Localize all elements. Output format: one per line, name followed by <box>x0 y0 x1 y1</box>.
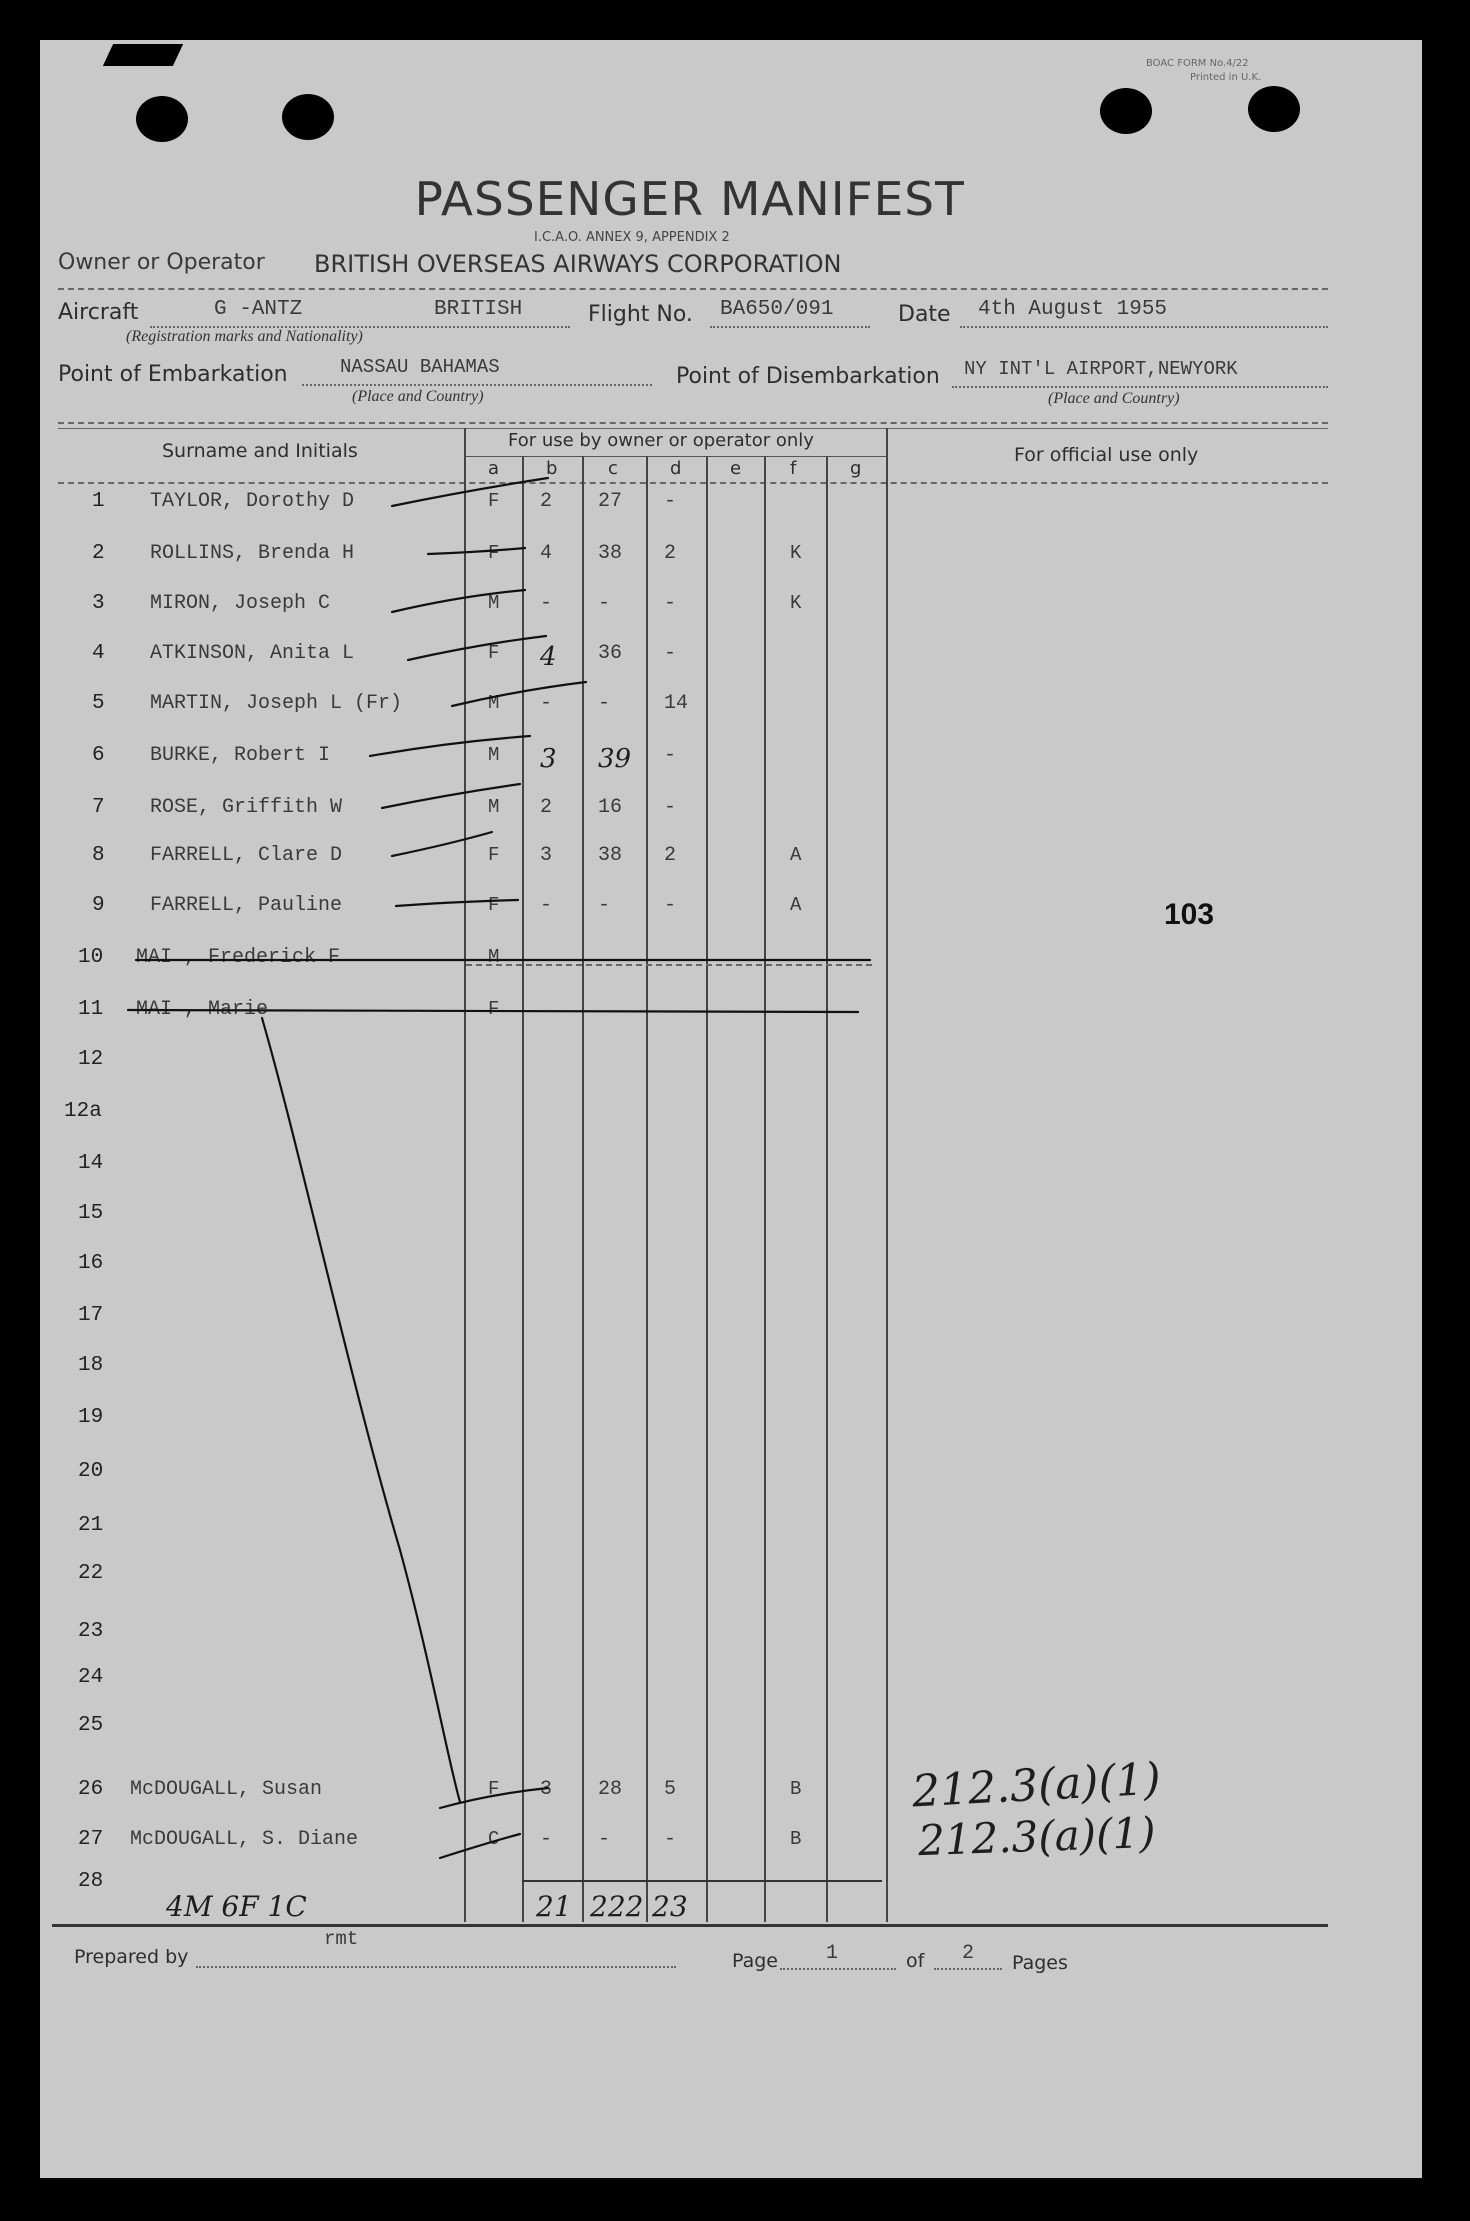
row-number: 27 <box>78 1828 104 1851</box>
flight-number: BA650/091 <box>720 298 834 321</box>
row-number: 17 <box>78 1304 104 1327</box>
row-number: 22 <box>78 1562 104 1585</box>
disembarkation-label: Point of Disembarkation <box>676 364 940 389</box>
owner-value: BRITISH OVERSEAS AIRWAYS CORPORATION <box>314 250 842 278</box>
row-number: 8 <box>92 844 105 867</box>
disembarkation-caption: (Place and Country) <box>1048 390 1180 407</box>
row-number: 9 <box>92 894 105 917</box>
aircraft-registration: G -ANTZ <box>214 298 303 321</box>
punch-hole-icon <box>1100 88 1152 134</box>
cell-d: 14 <box>664 692 689 715</box>
row-number: 2 <box>92 542 105 565</box>
cell-b: 4 <box>540 542 553 565</box>
punch-hole-icon <box>1248 86 1300 132</box>
cell-d: - <box>664 796 677 819</box>
passenger-name: ATKINSON, Anita L <box>150 642 355 665</box>
passenger-name: BURKE, Robert I <box>150 744 331 767</box>
embarkation-label: Point of Embarkation <box>58 362 288 387</box>
subcol-header-b: b <box>546 458 558 479</box>
punch-hole-icon <box>136 96 188 142</box>
cell-b: - <box>540 894 553 917</box>
cell-d: 5 <box>664 1778 677 1801</box>
total-b: 21 <box>536 1890 572 1923</box>
of-label: of <box>906 1950 925 1972</box>
cell-d: - <box>664 1828 677 1851</box>
page-subtitle: I.C.A.O. ANNEX 9, APPENDIX 2 <box>534 230 730 245</box>
official-note-2: 212.3(a)(1) <box>917 1807 1157 1866</box>
row-number: 25 <box>78 1714 104 1737</box>
passenger-name: FARRELL, Pauline <box>150 894 343 917</box>
row-number: 6 <box>92 744 105 767</box>
punch-hole-icon <box>282 94 334 140</box>
passenger-name: MIRON, Joseph C <box>150 592 331 615</box>
cell-a: C <box>488 1828 500 1850</box>
row-number: 15 <box>78 1202 104 1225</box>
passenger-name: MAI , Frederick F <box>136 946 341 969</box>
page-number: 1 <box>826 1942 839 1965</box>
row-number: 5 <box>92 692 105 715</box>
cell-c: 38 <box>598 844 623 867</box>
passenger-name: FARRELL, Clare D <box>150 844 343 867</box>
cell-d: - <box>664 642 677 665</box>
cell-f: A <box>790 894 802 916</box>
pages-label: Pages <box>1012 1952 1068 1974</box>
cell-c: 39 <box>598 744 632 774</box>
embarkation-caption: (Place and Country) <box>352 388 484 405</box>
cell-a: M <box>488 692 500 714</box>
row-number: 24 <box>78 1666 104 1689</box>
cell-c: 28 <box>598 1778 623 1801</box>
printed-in: Printed in U.K. <box>1190 72 1262 83</box>
passenger-name: MARTIN, Joseph L (Fr) <box>150 692 403 715</box>
cell-a: F <box>488 490 500 512</box>
passenger-name: ROSE, Griffith W <box>150 796 343 819</box>
passenger-name: McDOUGALL, Susan <box>130 1778 323 1801</box>
cell-a: M <box>488 592 500 614</box>
cell-f: B <box>790 1828 802 1850</box>
cell-b: - <box>540 592 553 615</box>
totals-note: 4M 6F 1C <box>166 1890 307 1923</box>
cell-c: - <box>598 592 611 615</box>
cell-d: - <box>664 894 677 917</box>
subcol-header-d: d <box>670 458 682 479</box>
official-note-1: 212.3(a)(1) <box>910 1753 1163 1818</box>
subcol-header-g: g <box>850 458 862 479</box>
subcol-header-a: a <box>488 458 500 479</box>
row-number: 4 <box>92 642 105 665</box>
cell-f: K <box>790 592 802 614</box>
passenger-name: ROLLINS, Brenda H <box>150 542 355 565</box>
cell-b: 3 <box>540 1778 553 1801</box>
cell-b: - <box>540 1828 553 1851</box>
cell-c: - <box>598 894 611 917</box>
col-header-surname: Surname and Initials <box>162 440 358 462</box>
row-number: 16 <box>78 1252 104 1275</box>
owner-label: Owner or Operator <box>58 250 265 275</box>
row-number: 3 <box>92 592 105 615</box>
total-c: 222 <box>590 1890 644 1923</box>
page-label: Page <box>732 1950 778 1972</box>
cell-b: 4 <box>540 642 557 672</box>
cell-b: 2 <box>540 490 553 513</box>
flight-label: Flight No. <box>588 302 693 327</box>
row-number: 18 <box>78 1354 104 1377</box>
row-number: 7 <box>92 796 105 819</box>
row-number: 12a <box>64 1100 102 1123</box>
aircraft-caption: (Registration marks and Nationality) <box>126 328 363 345</box>
passenger-name: TAYLOR, Dorothy D <box>150 490 355 513</box>
cell-d: 2 <box>664 542 677 565</box>
row-number: 23 <box>78 1620 104 1643</box>
cell-b: - <box>540 692 553 715</box>
subcol-header-f: f <box>790 458 797 479</box>
page-total: 2 <box>962 1942 975 1965</box>
aircraft-nationality: BRITISH <box>434 298 523 321</box>
cell-c: - <box>598 1828 611 1851</box>
cell-a: F <box>488 1778 500 1800</box>
row-number: 26 <box>78 1778 104 1801</box>
cell-a: F <box>488 542 500 564</box>
cell-d: 2 <box>664 844 677 867</box>
disembarkation-value: NY INT'L AIRPORT,NEWYORK <box>964 358 1238 380</box>
date-value: 4th August 1955 <box>978 298 1168 321</box>
cell-c: 38 <box>598 542 623 565</box>
cell-c: - <box>598 692 611 715</box>
embarkation-value: NASSAU BAHAMAS <box>340 356 500 378</box>
cell-a: M <box>488 744 500 766</box>
cell-a: F <box>488 642 500 664</box>
cell-a: F <box>488 844 500 866</box>
row-number: 10 <box>78 946 104 969</box>
cell-a: F <box>488 894 500 916</box>
prepared-by-value: rmt <box>324 1928 359 1950</box>
row-number: 20 <box>78 1460 104 1483</box>
cell-f: K <box>790 542 802 564</box>
cell-b: 3 <box>540 844 553 867</box>
row-number: 28 <box>78 1870 104 1893</box>
cell-d: - <box>664 490 677 513</box>
row-number: 11 <box>78 998 104 1021</box>
cell-a: M <box>488 946 500 968</box>
page-title: PASSENGER MANIFEST <box>414 172 965 226</box>
cell-b: 3 <box>540 744 557 774</box>
cell-d: - <box>664 744 677 767</box>
aircraft-label: Aircraft <box>58 300 139 325</box>
cell-a: F <box>488 998 500 1020</box>
date-label: Date <box>898 302 951 327</box>
cell-c: 36 <box>598 642 623 665</box>
col-header-owner-use: For use by owner or operator only <box>508 430 814 451</box>
passenger-name: MAI , Marie <box>136 998 269 1021</box>
prepared-by-label: Prepared by <box>74 1946 189 1968</box>
cell-f: B <box>790 1778 802 1800</box>
cell-d: - <box>664 592 677 615</box>
total-d: 23 <box>652 1890 688 1923</box>
passenger-name: McDOUGALL, S. Diane <box>130 1828 359 1851</box>
row-number: 14 <box>78 1152 104 1175</box>
row-number: 1 <box>92 490 105 513</box>
official-number: 103 <box>1164 898 1215 931</box>
cell-f: A <box>790 844 802 866</box>
cell-a: M <box>488 796 500 818</box>
subcol-header-c: c <box>608 458 618 479</box>
corner-tab <box>103 44 183 66</box>
form-number: BOAC FORM No.4/22 <box>1146 58 1249 69</box>
cell-c: 16 <box>598 796 623 819</box>
subcol-header-e: e <box>730 458 742 479</box>
cell-b: 2 <box>540 796 553 819</box>
cell-c: 27 <box>598 490 623 513</box>
row-number: 12 <box>78 1048 104 1071</box>
row-number: 19 <box>78 1406 104 1429</box>
row-number: 21 <box>78 1514 104 1537</box>
col-header-official: For official use only <box>1014 444 1199 466</box>
